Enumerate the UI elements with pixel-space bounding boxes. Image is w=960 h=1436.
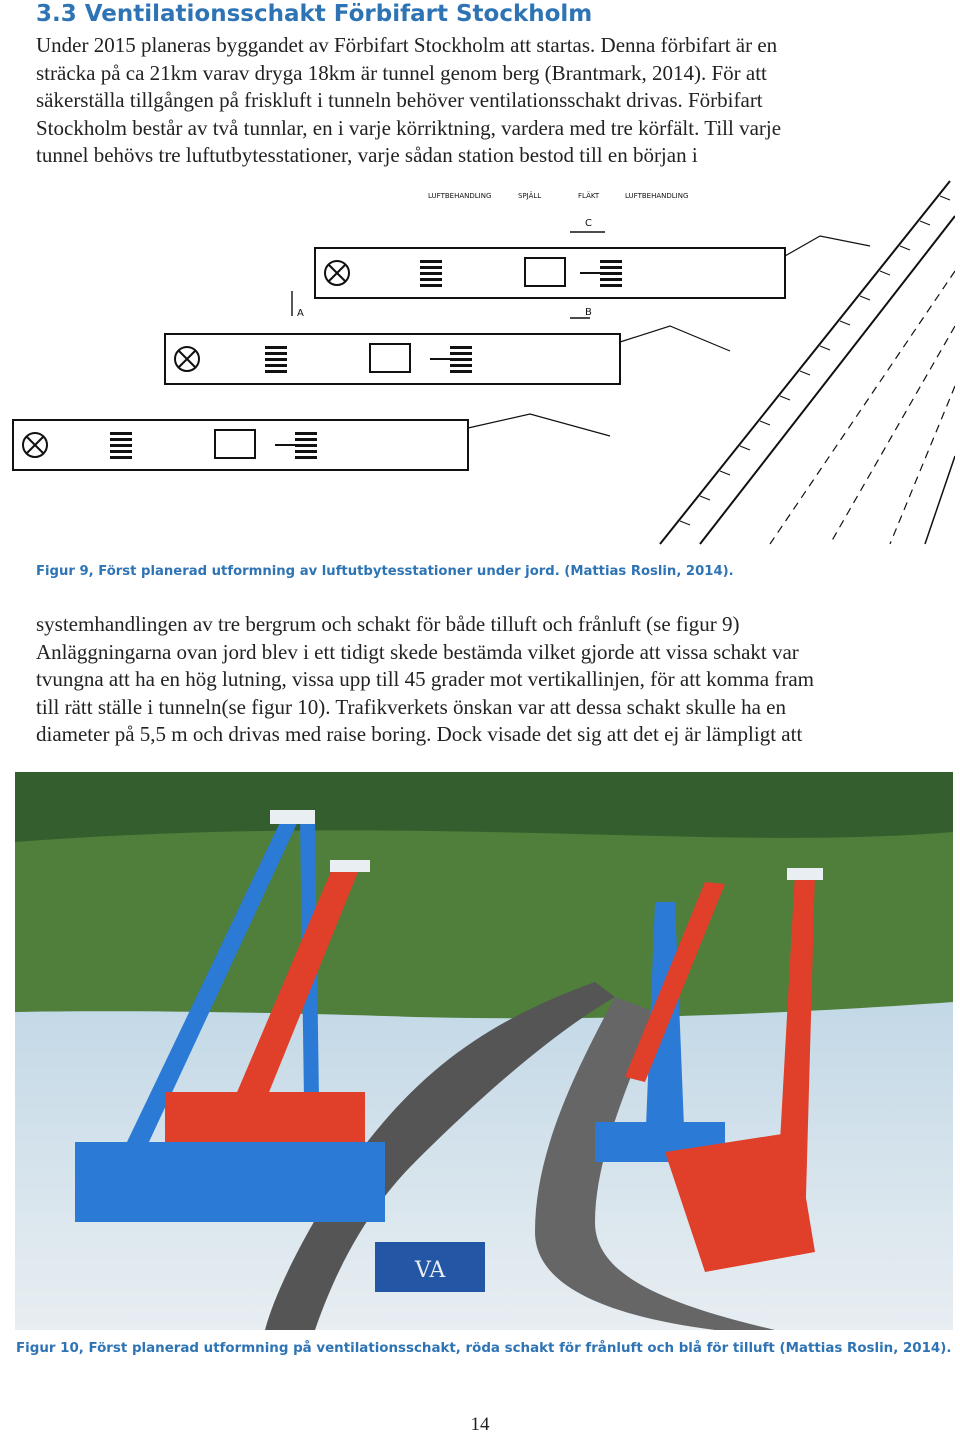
chamber-3 xyxy=(13,420,468,470)
chamber-1 xyxy=(315,248,785,298)
exhaust-chamber xyxy=(165,1092,365,1142)
figure-9-drawing xyxy=(10,176,955,546)
tunnel-line xyxy=(700,216,955,544)
label-luftbehandling-2: LUFTBEHANDLING xyxy=(625,192,689,200)
text-line: diameter på 5,5 m och drivas med raise boring. Dock visade det sig att det ej är lämpligt att xyxy=(36,722,803,747)
fan-box xyxy=(215,430,255,458)
label-flakt: FLÄKT xyxy=(578,192,600,200)
text-line: systemhandlingen av tre bergrum och schakt för både tilluft och frånluft (se figur 9) xyxy=(36,612,740,636)
section-marker-a: A xyxy=(297,308,304,319)
fan-box xyxy=(525,258,565,286)
fan-box xyxy=(370,344,410,372)
shaft-cap xyxy=(787,868,823,880)
terrain-shadow xyxy=(15,772,953,842)
figure-10-caption: Figur 10, Först planerad utformning på ventilationsschakt, röda schakt för frånluft och blå för tilluft (Mattias Roslin, 2014). xyxy=(16,1341,952,1356)
figure-10-render xyxy=(15,772,953,1330)
text-line: tvungna att ha en hög lutning, vissa upp till 45 grader mot vertikallinjen, för att komma fram xyxy=(36,667,814,692)
section-marker-c: C xyxy=(585,218,592,229)
text-line: till rätt ställe i tunneln(se figur 10). Trafikverkets önskan var att dessa schakt skulle ha en xyxy=(36,694,786,719)
section-heading: 3.3 Ventilationsschakt Förbifart Stockholm xyxy=(36,1,593,27)
section-marker-b: B xyxy=(585,307,592,318)
paragraph-intro xyxy=(36,32,936,170)
chamber-2 xyxy=(165,334,620,384)
tunnel-line xyxy=(925,456,955,544)
text-line: Anläggningarna ovan jord blev i ett tidigt skede bestämda vilket gjorde att vissa schakt var xyxy=(36,639,799,664)
text-line: säkerställa tillgången på friskluft i tunneln behöver ventilationsschakt drivas. Förbifart xyxy=(36,88,763,113)
label-luftbehandling: LUFTBEHANDLING xyxy=(428,192,492,200)
label-spjall: SPJÄLL xyxy=(518,192,542,200)
shaft-cap xyxy=(330,860,370,872)
tunnel-line xyxy=(770,271,955,544)
tunnel-line xyxy=(660,181,950,544)
shaft-cap xyxy=(270,810,315,824)
supply-chamber xyxy=(75,1142,385,1222)
text-line: tunnel behövs tre luftutbytesstationer, varje sådan station bestod till en början i xyxy=(36,143,698,168)
text-line: sträcka på ca 21km varav dryga 18km är tunnel genom berg (Brantmark, 2014). För att xyxy=(36,60,767,85)
figure-9-caption: Figur 9, Först planerad utformning av luftutbytesstationer under jord. (Mattias Roslin, 2014). xyxy=(36,564,734,579)
page-number: 14 xyxy=(470,1414,490,1435)
text-line: Stockholm består av två tunnlar, en i varje körriktning, vardera med tre körfält. Till varje xyxy=(36,115,782,140)
va-block-label: VA xyxy=(415,1258,446,1283)
paragraph-continuation xyxy=(36,611,936,749)
tunnel-line xyxy=(890,386,955,544)
text-line: Under 2015 planeras byggandet av Förbifart Stockholm att startas. Denna förbifart är en xyxy=(36,33,778,57)
